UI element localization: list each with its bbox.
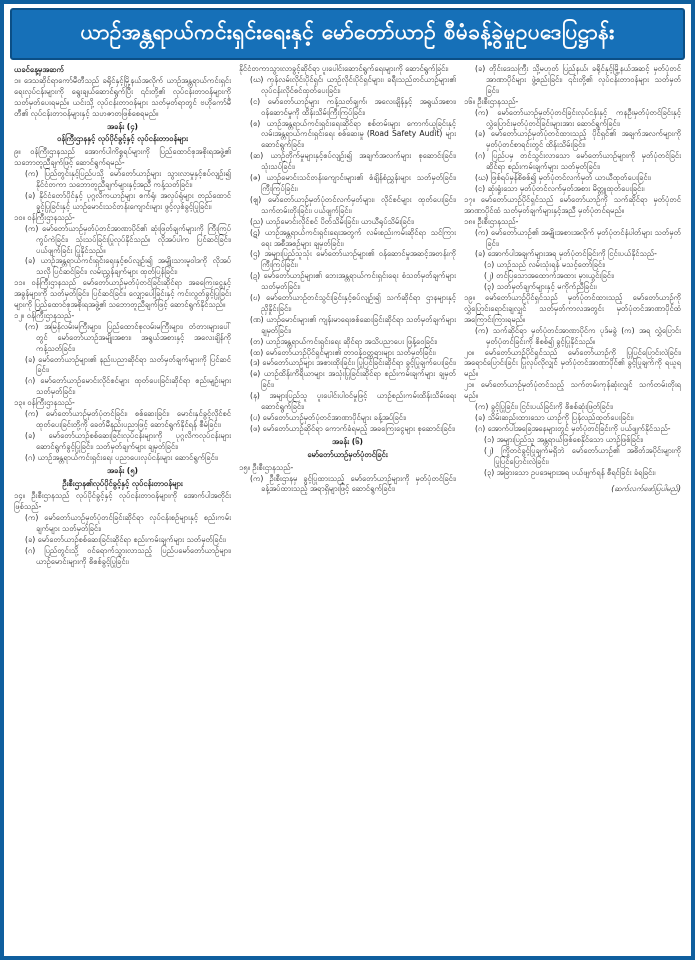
sub-clause: (ဂ) ပြည်တွင်းသို့ ဝင်ရောက်သွားလာသည့် ပြည်ပမော်တော်ယာဉ်များ၊ ယာဉ်မောင်းများကို စိစစ်ခွင့်ပြုခြင်း၊ [25,545,231,566]
sub-clause: (ဆ) ယာဉ်တိုက်မှုများနှင့်စပ်လျဉ်း၍ အချက်အလက်များ စုဆောင်းခြင်း၊ သုံးသပ်ခြင်း၊ [250,151,456,172]
sub-sub-clause: (၂) ကြိုတင်ခွင့်ပြုချက်မရှိဘဲ မော်တော်ယာဉ်၏ အစိတ်အပိုင်းများကို ပြုပြင်ပြောင်းလဲခြင်း၊ [484,445,681,466]
continued-note: (ဆက်လက်ဖော်ပြပါမည်) [611,484,681,494]
paragraph: ၁၆။ ဦးစီးဌာနသည်- [464,96,519,106]
sub-clause: (က) မော်တော်ယာဉ်မှတ်ပုံတင်ခြင်း၊ စစ်ဆေးခြင်း၊ မောင်းနှင်ခွင့်လိုင်စင် ထုတ်ပေးခြင်းတို့ကို ခေတ်မီနည်းပညာဖြင့် ဆောင်ရွက်နိုင်ရန် စီမံခြင်း၊ [25,409,231,429]
sub-sub-clause: (၃) အခြားသော ဥပဒေများအရ ပယ်ဖျက်ရန် စီရင်ခြင်း ခံရခြင်း၊ [484,467,656,477]
sub-clause: (ဂ) အောက်ပါအခြေအနေများတွင် မှတ်ပုံတင်ခြင်းကို ပယ်ဖျက်နိုင်သည်- [475,423,671,433]
sub-clause: (က) မော်တော်ယာဉ်၏ အမျိုးအစားအလိုက် မှတ်ပုံတင်နံပါတ်များ သတ်မှတ်ခြင်း၊ [475,227,681,248]
section-heading: မော်တော်ယာဉ်မှတ်ပုံတင်ခြင်း [307,449,388,459]
sub-clause: (စ) ယာဉ်အန္တရာယ်ကင်းရှင်းရေးဆိုင်ရာ စစ်တမ်းများ ကောက်ယူခြင်းနှင့် လမ်းအန္တရာယ်ကင်းရှင်းရေး စစ်ဆေးမှု (Road Safety Audit) များ ဆောင်ရွက်ခြင်း၊ [250,118,456,150]
sub-clause: (ဎ) မော်တော်ယာဉ်တင်သွင်းခြင်းနှင့်စပ်လျဉ်း၍ သက်ဆိုင်ရာ ဌာနများနှင့် ညှိနှိုင်းခြင်း၊ [250,293,456,313]
sub-clause: (ခ) မော်တော်ယာဉ်မှတ်ပုံတင်ထားသည့် ပိုင်ရှင်၏ အချက်အလက်များကို မှတ်ပုံတင်စာရင်းတွင် ထိန်းသိမ်းခြင်း၊ [475,129,681,150]
sub-sub-clause: (၁) အများပြည်သူ အန္တရာယ်ဖြစ်စေနိုင်သော ယာဉ်ဖြစ်ခြင်း၊ [484,434,644,444]
sub-clause: (ဂ) မော်တော်ယာဉ်မောင်းလိုင်စင်များ ထုတ်ပေးခြင်းဆိုင်ရာ စည်းမျဉ်းများ သတ်မှတ်ခြင်း၊ [25,376,231,397]
sub-clause: (က) မော်တော်ယာဉ်မှတ်ပုံတင်ခြင်းဆိုင်ရာ လုပ်ငန်းစဉ်များနှင့် စည်းကမ်းချက်များ သတ်မှတ်ခြင်း၊ [25,513,231,534]
sub-clause: (င) ဆုံးရှုံးသော မှတ်ပုံတင်လက်မှတ်အစား မိတ္တူထုတ်ပေးခြင်း၊ [475,183,645,193]
sub-clause: (က) ဦးစီးဌာနမှ ခွင့်ပြုထားသည့် မော်တော်ယာဉ်များကို မှတ်ပုံတင်ခြင်း၊ ခန့်အပ်ထားသည့် အရာရှိများဖြင့် ဆောင်ရွက်ခြင်း၊ [250,473,456,494]
continued-label: ယခင်နေ့မှအဆက် [14,65,64,74]
sub-clause: (ဌ) အများပြည်သူသုံး မော်တော်ယာဉ်များ၏ ဝန်ဆောင်မှုအဆင့်အတန်းကို ကြီးကြပ်ခြင်း၊ [250,249,456,270]
column-1 [14,64,231,948]
sub-clause: (ဖ) မော်တော်ယာဉ်ဆိုင်ရာ ကောက်ခံရမည့် အခကြေးငွေများ စုဆောင်းခြင်း၊ [250,423,455,433]
sub-clause: (ဃ) ကုန်လမ်းလိုင်းပိုင်ရှင်၊ ယာဉ်လိုင်းပိုင်ရှင်များ၊ ခရီးသည်တင်ယာဉ်များ၏ လုပ်ငန်းလိုင်စင်ထုတ်ပေးခြင်း၊ [250,74,456,95]
paragraph: ၁။ ဒေသဆိုင်ရာကော်မီတီသည် ခရိုင်နှင့်မြို့နယ်အလိုက် ယာဉ်အန္တရာယ်ကင်းရှင်းရေးလုပ်ငန်းများကို ရွေးချယ်ဆောင်ရွက်ပြီး ၎င်းတို့၏ လုပ်ငန်းတာဝန်များကို သတ်မှတ်ပေးရမည်။ ယင်းသို့ လုပ်ငန်းတာဝန်များ သတ်မှတ်ရာတွင် ဗဟိုကော်မီတီ၏ လုပ်ငန်းတာဝန်များနှင့် သဟဇာတဖြစ်စေရမည်။ [14,75,231,118]
sub-clause: (တ) ယာဉ်အန္တရာယ်ကင်းရှင်းရေး ဆိုင်ရာ အသိပညာပေး ဖြန့်ဝေခြင်း၊ [250,336,438,346]
section-heading: အခန်း (၄) [107,121,138,131]
paragraph: ၁၂။ ဝန်ကြီးဌာနသည်- [14,310,75,320]
sub-clause: (ဃ) ဖြစ်ရပ်မှန်စိစစ်၍ မှတ်ပုံတင်လက်မှတ် ယာယီထုတ်ပေးခြင်း၊ [475,173,651,183]
sub-clause: (ခ) မော်တော်ယာဉ်စစ်ဆေးခြင်းလုပ်ငန်းများကို ပုဂ္ဂလိကလုပ်ငန်းများ ဆောင်ရွက်ခွင့်ပြုခြင်း၊ သတ်မှတ်ချက်များ ချမှတ်ခြင်း၊ [25,430,231,451]
sub-clause: (က) အမြန်လမ်းမကြီးများ၊ ပြည်ထောင်စုလမ်းမကြီးများ၊ တံတားများပေါ်တွင် မော်တော်ယာဉ်အမျိုးအစား၊ အရွယ်အစားနှင့် အလေးချိန်ကို ကန့်သတ်ခြင်း၊ [25,321,231,353]
sub-clause: (ဏ) ယာဉ်မောင်းများ၏ ကျန်းမာရေးစစ်ဆေးခြင်းဆိုင်ရာ သတ်မှတ်ချက်များ ချမှတ်ခြင်း၊ [250,314,456,335]
sub-clause: (က) မော်တော်ယာဉ်မှတ်ပုံတင်အာဏာပိုင်၏ ဆုံးဖြတ်ချက်များကို ကြီးကြပ်ကွပ်ကဲခြင်း၊ သုံးသပ်ခြင်းပြုလုပ်နိုင်သည်။ လိုအပ်ပါက ပြင်ဆင်ခြင်း၊ ပယ်ဖျက်ခြင်း ပြုနိုင်သည်။ [25,223,231,255]
sub-clause: (ထ) မော်တော်ယာဉ်ပိုင်ရှင်များ၏ တာဝန်ဝတ္တရားများ သတ်မှတ်ခြင်း၊ [250,347,436,357]
section-heading: ဦးစီးဌာန၏လုပ်ပိုင်ခွင့်နှင့် လုပ်ငန်းတာဝန်များ [62,478,183,488]
paragraph: နိုင်ငံတကာသွားလာခွင့်ဆိုင်ရာ ပူးပေါင်းဆောင်ရွက်ရေးများကို ဆောင်ရွက်ခြင်း၊ [239,64,449,73]
sub-clause: (က) မော်တော်ယာဉ်မှတ်ပုံတင်ခြင်းလုပ်ငန်းနှင့် ကနဦးမှတ်ပုံတင်ခြင်းနှင့် လွှဲပြောင်းမှတ်ပုံတင်ခြင်းများအား ဆောင်ရွက်ခြင်း၊ [475,107,681,128]
sub-clause: (ဂ) ယာဉ်အန္တရာယ်ကင်းရှင်းရေး ပညာပေးလုပ်ငန်းများ ဆောင်ရွက်ခြင်း၊ [25,452,218,462]
sub-clause: (ဓ) ယာဉ်ထိန်းကိရိယာများ အသုံးပြုခြင်းဆိုင်ရာ စည်းကမ်းချက်များ ချမှတ်ခြင်း၊ [250,369,456,390]
sub-sub-clause: (၂) တင်ပြသောအထောက်အထား မှားယွင်းခြင်း၊ [484,271,615,281]
sub-clause: (ခ) အောက်ပါအချက်များအရ မှတ်ပုံတင်ခြင်းကို ငြင်းပယ်နိုင်သည်- [475,249,657,259]
section-heading: အခန်း (၆) [332,436,363,446]
sub-clause: (ည) ယာဉ်မောင်းလိုင်စင် ပိတ်သိမ်းခြင်း၊ ယာယီရုပ်သိမ်းခြင်း၊ [250,216,415,226]
section-heading: ဝန်ကြီးဌာနနှင့် လုပ်ပိုင်ခွင့်နှင့် လုပ်ငန်းတာဝန်များ [57,134,188,144]
sub-clause: (ဒ) မော်တော်ယာဉ်များ အစားထိုးခြင်း၊ ပြုပြင်ခြင်းဆိုင်ရာ ခွင့်ပြုချက်ပေးခြင်း၊ [250,358,456,368]
paragraph: ၁၁။ ဝန်ကြီးဌာနသည် မော်တော်ယာဉ်မှတ်ပုံတင်ခြင်းဆိုင်ရာ အခကြေးငွေနှင့် အခွန်များကို သတ်မှတ်ခြင်း၊ ပြင်ဆင်ခြင်း၊ လျှော့ပေါ့ခြင်းနှင့် ကင်းလွတ်ခွင့်ပြုခြင်းများကို ပြည်ထောင်စုအစိုးရအဖွဲ့၏ သဘောတူညီချက်ဖြင့် ဆောင်ရွက်နိုင်သည်။ [14,278,231,310]
title-banner [10,8,685,60]
sub-clause: (ဂ) ပြည်ပမှ တင်သွင်းလာသော မော်တော်ယာဉ်များကို မှတ်ပုံတင်ခြင်းဆိုင်ရာ စည်းကမ်းချက်များ သတ်မှတ်ခြင်း၊ [475,151,681,172]
paragraph: ၁၅။ ဦးစီးဌာနသည်- [239,462,294,472]
sub-clause: (က) ပြည်တွင်းနှင့်ပြည်ပသို့ မော်တော်ယာဉ်များ သွားလာမှုနှင့်စပ်လျဉ်း၍ နိုင်ငံတကာ သဘောတူညီချက်များနှင့်အညီ ကန့်သတ်ခြင်း၊ [25,169,231,190]
column-3 [464,64,681,948]
text-columns [14,64,681,948]
sub-clause: (ခ) ယာဉ်အန္တရာယ်ကင်းရှင်းရေးနှင့်စပ်လျဉ်း၍ အမျိုးသားမူဝါဒကို လိုအပ်သလို ပြင်ဆင်ခြင်း၊ လမ်းညွှန်ချက်များ ထုတ်ပြန်ခြင်း၊ [25,256,231,277]
paragraph: ၉။ ဝန်ကြီးဌာနသည် အောက်ပါကိစ္စရပ်များကို ပြည်ထောင်စုအစိုးရအဖွဲ့၏ သဘောတူညီချက်ဖြင့် ဆောင်ရွက်ရမည်- [14,147,231,168]
paragraph: ၂၀။ မော်တော်ယာဉ်ပိုင်ရှင်သည် မော်တော်ယာဉ်ကို ပြုပြင်ပြောင်းလဲခြင်း၊ အရောင်ပြောင်းခြင်း ပြုလုပ်လိုလျှင် မှတ်ပုံတင်အာဏာပိုင်၏ ခွင့်ပြုချက်ကို ရယူရမည်။ [464,347,681,379]
sub-clause: (ခ) မော်တော်ယာဉ်များ၏ နည်းပညာဆိုင်ရာ သတ်မှတ်ချက်များကို ပြင်ဆင်ခြင်း၊ [25,354,231,375]
sub-clause: (ဍ) မော်တော်ယာဉ်များ၏ ဘေးအန္တရာယ်ကင်းရှင်းရေး စံသတ်မှတ်ချက်များ သတ်မှတ်ခြင်း၊ [250,271,456,292]
paragraph: ၁၇။ မော်တော်ယာဉ်ပိုင်ရှင်သည် မော်တော်ယာဉ်ကို သက်ဆိုင်ရာ မှတ်ပုံတင်အာဏာပိုင်ထံ သတ်မှတ်ချက်များနှင့်အညီ မှတ်ပုံတင်ရမည်။ [464,194,681,215]
sub-clause: (က) သက်ဆိုင်ရာ မှတ်ပုံတင်အာဏာပိုင်က ပုဒ်မခွဲ (က) အရ လွှဲပြောင်းမှတ်ပုံတင်ခြင်းကို စိစစ်၍ ခွင့်ပြုနိုင်သည်။ [475,325,681,346]
paragraph: ၁၃။ ဝန်ကြီးဌာနသည်- [14,398,75,408]
sub-clause: (င) မော်တော်ယာဉ်များ ကန့်သတ်ချက်၊ အလေးချိန်နှင့် အရွယ်အစား၊ ဝန်ဆောင်မှုကို ထိန်းသိမ်းကြီးကြပ်ခြင်း၊ [250,96,456,117]
sub-clause: (ပ) မော်တော်ယာဉ်မှတ်ပုံတင်အာဏာပိုင်များ ခန့်အပ်ခြင်း၊ [250,413,407,422]
paragraph: ၁၈။ ဦးစီးဌာနသည်- [464,216,519,226]
paragraph: ၁၄။ ဦးစီးဌာနသည် လုပ်ပိုင်ခွင့်နှင့် လုပ်ငန်းတာဝန်များကို အောက်ပါအတိုင်း ဖြစ်သည်- [14,491,231,512]
paragraph: ၁၀။ ဝန်ကြီးဌာနသည်- [14,212,75,222]
sub-clause: (ခ) တိုင်းဒေသကြီး သို့မဟုတ် ပြည်နယ်၊ ခရိုင်နှင့်မြို့နယ်အဆင့် မှတ်ပုံတင်အာဏာပိုင်များ ဖွဲ့စည်းခြင်း၊ ၎င်းတို့၏ လုပ်ငန်းတာဝန်များ သတ်မှတ်ခြင်း၊ [475,64,681,95]
page-title: ယာဉ်အန္တရာယ်ကင်းရှင်းရေးနှင့် မော်တော်ယာဉ် စီမံခန့်ခွဲမှုဥပဒေပြဋ္ဌာန်း [80,19,615,44]
sub-clause: (က) ခွင့်ပြုခြင်း၊ ငြင်းပယ်ခြင်းကို စိစစ်ဆုံးဖြတ်ခြင်း၊ [475,402,614,412]
sub-clause: (ဈ) မော်တော်ယာဉ်မှတ်ပုံတင်လက်မှတ်များ၊ လိုင်စင်များ ထုတ်ပေးခြင်း၊ သက်တမ်းတိုးခြင်း၊ ပယ်ဖျက်ခြင်း၊ [250,194,456,215]
sub-clause: (ခ) မော်တော်ယာဉ်စစ်ဆေးခြင်းဆိုင်ရာ စည်းကမ်းချက်များ သတ်မှတ်ခြင်း၊ [25,535,226,545]
sub-clause: (ခ) နိုင်ငံတော်ပိုင်နှင့် ပုဂ္ဂလိကယာဉ်များ စက်ရုံ၊ အလုပ်ရုံများ တည်ထောင်ခွင့်ပြုခြင်းနှင့် ယာဉ်မောင်းသင်တန်းကျောင်းများ ဖွင့်လှစ်ခွင့်ပြုခြင်း၊ [25,190,231,211]
sub-clause: (ဋ) ယာဉ်အန္တရာယ်ကင်းရှင်းရေးအတွက် လမ်းစည်းကမ်းဆိုင်ရာ သင်ကြားရေး အစီအစဉ်များ ချမှတ်ခြင်း၊ [250,227,456,248]
sub-sub-clause: (၁) ယာဉ်သည် လမ်းသုံးရန် မသင့်တော်ခြင်း၊ [484,260,606,270]
paragraph: ၁၉။ မော်တော်ယာဉ်ပိုင်ရှင်သည် မှတ်ပုံတင်ထားသည့် မော်တော်ယာဉ်ကို လွှဲပြောင်းရောင်းချလျှင် သတ်မှတ်ကာလအတွင်း မှတ်ပုံတင်အာဏာပိုင်ထံ အကြောင်းကြားရမည်။ [464,293,681,324]
column-2 [239,64,456,948]
sub-clause: (ခ) သိမ်းဆည်းထားသော ယာဉ်ကို ပြန်လည်ထုတ်ပေးခြင်း၊ [475,413,634,422]
sub-clause: (န) အများပြည်သူ ပူးပေါင်းပါဝင်မှုဖြင့် ယာဉ်စည်းကမ်းထိန်းသိမ်းရေး ဆောင်ရွက်ခြင်း၊ [250,391,456,412]
paragraph: ၂၁။ မော်တော်ယာဉ်မှတ်ပုံတင်သည့် သက်တမ်းကုန်ဆုံးလျှင် သက်တမ်းတိုးရမည်။ [464,380,681,401]
sub-sub-clause: (၃) သတ်မှတ်ချက်များနှင့် မကိုက်ညီခြင်း၊ [484,282,597,292]
sub-clause: (ဇ) ယာဉ်မောင်းသင်တန်းကျောင်းများ၏ စံချိန်စံညွှန်းများ သတ်မှတ်ခြင်း၊ ကြီးကြပ်ခြင်း၊ [250,173,456,193]
section-heading: အခန်း (၅) [107,465,138,475]
